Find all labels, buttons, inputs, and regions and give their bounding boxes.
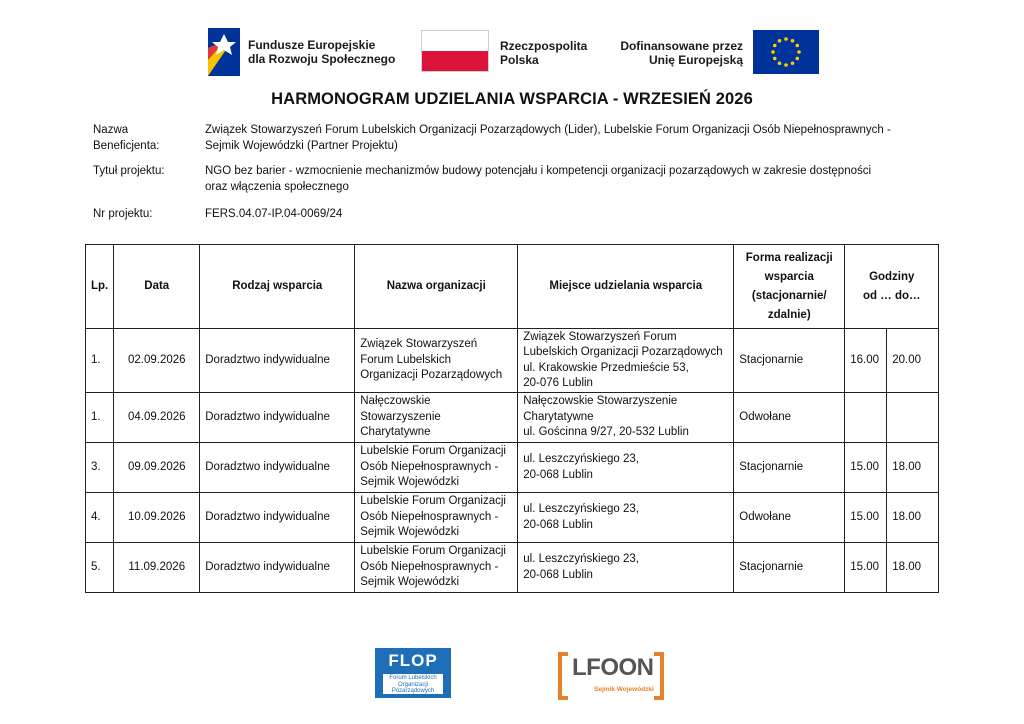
table-row [86,443,939,493]
cell-form: Stacjonarnie [734,443,845,493]
flop-sub-line: Organizacji [397,681,428,688]
cell-org [355,393,518,443]
cell-date: 02.09.2026 [114,329,200,393]
cell-org-line: Sejmik Wojewódzki [360,526,460,539]
header-type: Rodzaj wsparcia [200,245,355,329]
cell-org [355,543,518,593]
cell-place-line: 20-068 Lublin [523,568,593,581]
cell-org-line: Lubelskie Forum Organizacji [360,445,506,458]
rzeczpospolita-polska-logo [421,30,601,76]
eu-star-icon [784,37,788,41]
eu-star-icon [795,44,799,48]
cell-org-line: Osób Niepełnosprawnych - [360,460,499,473]
fe-line2: dla Rozwoju Społecznego [248,52,396,66]
header-form-line2: wsparcia [764,270,814,283]
cell-date: 04.09.2026 [114,393,200,443]
cell-place [518,443,734,493]
rp-line1: Rzeczpospolita [500,39,588,53]
header-form-line3: (stacjonarnie/ [751,289,827,302]
table-header-row [86,245,939,329]
header-date: Data [114,245,200,329]
header-hours-line2: od … do… [863,289,921,302]
project-title-label: Tytuł projektu: [93,165,165,177]
ue-line1: Dofinansowane przez [620,39,743,53]
eu-star-icon [771,50,775,54]
cell-type: Doradztwo indywidualne [200,329,355,393]
cell-lp: 3. [86,443,114,493]
cell-type: Doradztwo indywidualne [200,493,355,543]
cell-org [355,493,518,543]
header-form-line1: Forma realizacji [745,251,833,264]
cell-org-line: Osób Niepełnosprawnych - [360,560,499,573]
flop-sub-line: Pozarządowych [391,688,435,694]
header-place: Miejsce udzielania wsparcia [518,245,734,329]
cell-org [355,329,518,393]
cell-place-line: ul. Krakowskie Przedmieście 53, [523,361,689,374]
cell-place [518,329,734,393]
cell-place [518,393,734,443]
table-row [86,329,939,393]
cell-org-line: Lubelskie Forum Organizacji [360,495,506,508]
cell-org-line: Lubelskie Forum Organizacji [360,545,506,558]
eu-star-icon [773,44,777,48]
cell-lp: 1. [86,329,114,393]
cell-type: Doradztwo indywidualne [200,393,355,443]
fundusze-europejskie-logo [204,24,404,82]
cell-org-line: Nałęczowskie [360,395,431,408]
page-title: HARMONOGRAM UDZIELANIA WSPARCIA - WRZESIEŃ 2026 [271,90,753,108]
poland-flag-icon [421,30,489,72]
cell-place-line: Lubelskich Organizacji Pozarządowych [523,346,723,358]
cell-place-line: ul. Leszczyńskiego 23, [523,553,639,565]
cell-place [518,493,734,543]
header-hours-line1: Godziny [869,270,915,283]
cell-form: Stacjonarnie [734,329,845,393]
flop-logo-subtext [383,674,443,694]
cell-place-line: Związek Stowarzyszeń Forum [523,330,677,343]
eu-star-icon [784,63,788,67]
header-lp: Lp. [86,245,114,329]
schedule-table [85,244,939,593]
beneficiary-value-line2: Sejmik Wojewódzki (Partner Projektu) [205,140,398,152]
header-logos [0,22,1024,82]
lfoon-logo-subtext: Sejmik Wojewódzki [594,686,654,693]
cell-form: Stacjonarnie [734,543,845,593]
beneficiary-value [205,122,940,154]
eu-star-icon [778,61,782,65]
cell-place-line: 20-068 Lublin [523,518,593,531]
cell-place-line: ul. Gościnna 9/27, 20-532 Lublin [523,426,689,439]
project-title-value [205,163,940,195]
cell-hours-to: 18.00 [887,443,939,493]
cell-hours-from: 15.00 [845,543,887,593]
eu-star-icon [791,61,795,65]
cell-type: Doradztwo indywidualne [200,443,355,493]
beneficiary-label [93,122,193,154]
header-form [734,245,845,329]
rp-line2: Polska [500,53,539,67]
cell-place-line: 20-068 Lublin [523,468,593,481]
lfoon-logo [558,652,664,704]
project-number-label: Nr projektu: [93,208,153,220]
cell-place-line: ul. Leszczyńskiego 23, [523,453,639,465]
cell-hours-to [887,393,939,443]
eu-star-icon [778,39,782,43]
cell-place-line: Nałęczowskie Stowarzyszenie [523,395,678,408]
cell-org-line: Stowarzyszenie [360,410,441,423]
header-form-line4: zdalnie) [767,308,811,321]
cell-date: 10.09.2026 [114,493,200,543]
fe-emblem-icon [204,24,244,80]
eu-star-icon [773,57,777,61]
table-row [86,493,939,543]
cell-hours-from: 16.00 [845,329,887,393]
flop-logo [375,648,451,698]
cell-place-line: ul. Leszczyńskiego 23, [523,503,639,515]
cell-org-line: Sejmik Wojewódzki [360,576,460,589]
cell-form: Odwołane [734,393,845,443]
cell-hours-to: 20.00 [887,329,939,393]
cell-hours-to: 18.00 [887,493,939,543]
cell-form: Odwołane [734,493,845,543]
lfoon-logo-text: LFOON [572,654,654,681]
eu-flag-icon [753,30,819,74]
cell-place-line: Charytatywne [523,410,594,423]
cell-hours-from: 15.00 [845,443,887,493]
header-hours [845,245,939,329]
cell-place-line: 20-076 Lublin [523,377,593,389]
cell-type: Doradztwo indywidualne [200,543,355,593]
project-title-value-line1: NGO bez barier - wzmocnienie mechanizmów budowy potencjału i kompetencji organizacji pozarządowych w zakresie dostępności [205,165,872,177]
flop-logo-text: FLOP [388,651,438,670]
eu-star-icon [797,50,801,54]
bracket-right-icon [654,652,664,700]
flop-sub-line: Forum Lubelskich [389,675,437,681]
cell-org-line: Sejmik Wojewódzki [360,476,460,489]
cell-org [355,443,518,493]
beneficiary-label-line1: Nazwa [93,124,129,136]
beneficiary-label-line2: Beneficjenta: [93,140,160,152]
cell-hours-from [845,393,887,443]
cell-lp: 5. [86,543,114,593]
eu-star-icon [791,39,795,43]
fe-line1: Fundusze Europejskie [248,38,376,52]
cell-org-line: Forum Lubelskich [360,353,452,366]
cell-place [518,543,734,593]
ue-line2: Unię Europejską [648,53,743,67]
table-row [86,543,939,593]
cell-hours-from: 15.00 [845,493,887,543]
cell-org-line: Organizacji Pozarządowych [360,369,503,382]
cell-date: 09.09.2026 [114,443,200,493]
bracket-left-icon [558,652,568,700]
cell-date: 11.09.2026 [114,543,200,593]
beneficiary-value-line1: Związek Stowarzyszeń Forum Lubelskich Organizacji Pozarządowych (Lider), Lubelskie Forum Organizacji Osób Niepełnosprawnych - [205,124,891,136]
eu-star-icon [795,57,799,61]
cell-hours-to: 18.00 [887,543,939,593]
project-title-value-line2: oraz włączenia społecznego [205,181,349,193]
cell-lp: 1. [86,393,114,443]
project-number-value: FERS.04.07-IP.04-0069/24 [205,208,343,220]
cell-org-line: Charytatywne [360,426,431,439]
cell-lp: 4. [86,493,114,543]
header-org: Nazwa organizacji [355,245,518,329]
cell-org-line: Osób Niepełnosprawnych - [360,510,499,523]
table-row [86,393,939,443]
cell-org-line: Związek Stowarzyszeń [360,338,478,351]
unia-europejska-logo [615,30,825,76]
